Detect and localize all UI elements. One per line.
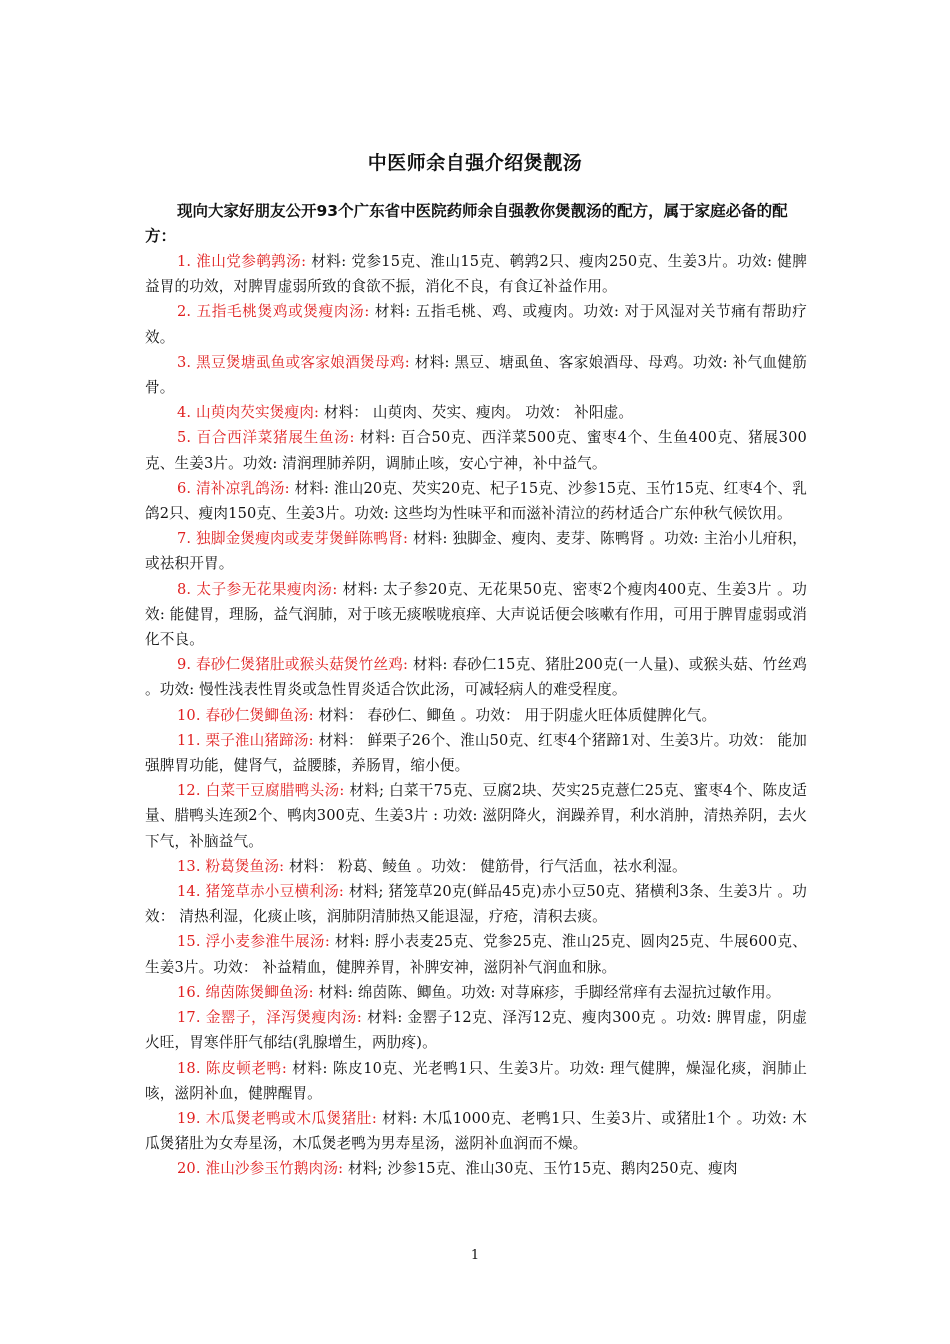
- recipe-entry: [145, 249, 807, 299]
- recipe-entry: [145, 728, 807, 778]
- recipe-description: 材料: 黑豆、塘虱鱼、客家娘酒母、母鸡。功效: 补气血健筋骨。: [145, 353, 807, 397]
- recipe-entry: [145, 980, 807, 1005]
- recipe-entry: [145, 400, 807, 425]
- recipe-name: 12. 白菜干豆腐腊鸭头汤:: [177, 782, 345, 800]
- recipe-list: [145, 249, 807, 1182]
- recipe-description: 材料: 陈皮10克、光老鸭1只、生姜3片。功效: 理气健脾，燥湿化痰，润肺止咳，滋阴补血，健脾醒胃。: [145, 1059, 808, 1102]
- recipe-description: 材料: 党参15克、淮山15克、鹌鹑2只、瘦肉250克、生姜3片。功效: 健脾益胃的功效，对脾胃虚弱所致的食欲不振，消化不良，有食辽补益作用。: [145, 253, 807, 296]
- recipe-entry: [145, 929, 807, 979]
- recipe-name: 15. 浮小麦参淮牛展汤:: [177, 933, 330, 951]
- recipe-description: 材料; 猪笼草20克(鲜品45克)赤小豆50克、猪横利3条、生姜3片 。功效： 清热利湿，化痰止咳，润肺阴清肺热又能退湿，疗疮，清积去痰。: [145, 883, 807, 926]
- recipe-entry: [145, 526, 807, 576]
- recipe-entry: [145, 350, 807, 400]
- recipe-entry: [145, 425, 807, 475]
- recipe-name: 9. 春砂仁煲猪肚或猴头菇煲竹丝鸡:: [177, 656, 409, 674]
- recipe-entry: [145, 879, 807, 929]
- recipe-description: 材料： 山萸肉、芡实、瘦肉。 功效： 补阳虚。: [319, 404, 634, 422]
- recipe-name: 3. 黑豆煲塘虱鱼或客家娘酒煲母鸡:: [177, 353, 410, 371]
- recipe-name: 10. 春砂仁煲鲫鱼汤:: [177, 706, 314, 724]
- document-title: 中医师余自强介绍煲靓汤: [367, 152, 583, 174]
- recipe-name: 20. 淮山沙参玉竹鹅肉汤:: [177, 1160, 344, 1178]
- recipe-description: 材料: 太子参20克、无花果50克、密枣2个瘦肉400克、生姜3片 。功效: 能健胃，理肠，益气润肺，对于咳无痰喉咙痕痒、大声说话便会咳嗽有作用，可用于脾胃虚弱或消化不良。: [145, 580, 807, 649]
- recipe-description: 材料: 独脚金、瘦肉、麦芽、陈鸭肾 。功效: 主治小儿疳积，或祛积开胃。: [145, 530, 807, 573]
- recipe-name: 2. 五指毛桃煲鸡或煲瘦肉汤:: [177, 303, 370, 321]
- recipe-description: 材料: 绵茵陈、鲫鱼。功效: 对荨麻疹，手脚经常痒有去湿抗过敏作用。: [313, 983, 781, 1001]
- recipe-name: 14. 猪笼草赤小豆横利汤:: [177, 883, 344, 901]
- recipe-name: 13. 粉葛煲鱼汤:: [177, 857, 285, 875]
- intro-paragraph: 现向大家好朋友公开93个广东省中医院药师余自强教你煲靓汤的配方，属于家庭必备的配方：: [145, 202, 788, 245]
- recipe-entry: [145, 1056, 807, 1106]
- recipe-description: 材料： 粉葛、鲮鱼 。功效： 健筋骨，行气活血，祛水利湿。: [284, 857, 687, 875]
- recipe-name: 5. 百合西洋菜猪展生鱼汤:: [177, 429, 355, 447]
- recipe-name: 18. 陈皮顿老鸭:: [177, 1059, 287, 1077]
- recipe-name: 4. 山萸肉芡实煲瘦肉:: [177, 404, 320, 422]
- recipe-description: 材料: 脬小表麦25克、党参25克、淮山25克、圆肉25克、牛展600克、生姜3片。功效： 补益精血，健脾养胃，补脾安神，滋阴补气润血和脉。: [145, 933, 807, 976]
- recipe-entry: [145, 1156, 807, 1181]
- recipe-entry: [145, 854, 807, 879]
- recipe-name: 17. 金罂子，泽泻煲瘦肉汤:: [177, 1009, 362, 1027]
- recipe-name: 1. 淮山党参鹌鹑汤:: [177, 253, 307, 270]
- recipe-name: 16. 绵茵陈煲鲫鱼汤:: [177, 983, 314, 1001]
- recipe-entry: [145, 476, 807, 526]
- recipe-name: 6. 清补凉乳鸽汤:: [177, 479, 290, 497]
- recipe-description: 材料: 五指毛桃、鸡、或瘦肉。功效: 对于风湿对关节痛有帮助疗效。: [145, 303, 807, 346]
- recipe-description: 材料; 白菜干75克、豆腐2块、芡实25克薏仁25克、蜜枣4个、陈皮适量、腊鸭头连颈2个、鸭肉300克、生姜3片 : 功效: 滋阴降火，润躁养胃，利水消肿，清热养阴，去火下气，补脑益气。: [145, 782, 807, 850]
- recipe-entry: [145, 652, 807, 702]
- recipe-name: 11. 栗子淮山猪蹄汤:: [177, 731, 314, 749]
- recipe-name: 19. 木瓜煲老鸭或木瓜煲猪肚:: [177, 1109, 377, 1127]
- recipe-entry: [145, 299, 807, 349]
- recipe-name: 7. 独脚金煲瘦肉或麦芽煲鲜陈鸭肾:: [177, 530, 409, 548]
- recipe-description: 材料: 木瓜1000克、老鸭1只、生姜3片、或猪肚1个 。功效: 木瓜煲猪肚为女寿星汤，木瓜煲老鸭为男寿星汤，滋阴补血润而不燥。: [145, 1109, 807, 1153]
- recipe-description: 材料; 沙参15克、淮山30克、玉竹15克、鹅肉250克、瘦肉: [343, 1160, 738, 1178]
- recipe-description: 材料: 金罂子12克、泽泻12克、瘦肉300克 。功效: 脾胃虚，阴虚火旺，胃寒伴肝气郁结(乳腺增生，两肋疼)。: [145, 1009, 807, 1052]
- recipe-entry: [145, 778, 807, 854]
- page-number: 1: [470, 1248, 480, 1263]
- recipe-entry: [145, 703, 807, 728]
- recipe-name: 8. 太子参无花果瘦肉汤:: [177, 580, 338, 598]
- recipe-entry: [145, 1106, 807, 1156]
- recipe-description: 材料： 鲜栗子26个、淮山50克、红枣4个猪蹄1对、生姜3片。功效： 能加强脾胃功能，健肾气，益腰膝，养肠胃，缩小便。: [145, 731, 807, 775]
- recipe-description: 材料： 春砂仁、鲫鱼 。功效： 用于阴虚火旺体质健脾化气。: [313, 706, 717, 724]
- recipe-entry: [145, 577, 807, 653]
- recipe-description: 材料: 淮山20克、芡实20克、杞子15克、沙参15克、玉竹15克、红枣4个、乳鸽2只、瘦肉150克、生姜3片。功效: 这些均为性味平和而滋补清泣的药材适合广东仲秋气候饮用。: [145, 479, 807, 523]
- recipe-description: 材料: 百合50克、西洋菜500克、蜜枣4个、生鱼400克、猪展300克、生姜3片。功效: 清润理肺养阴，调肺止咳，安心宁神，补中益气。: [145, 429, 807, 472]
- recipe-entry: [145, 1005, 807, 1055]
- recipe-description: 材料: 春砂仁15克、猪肚200克(一人量)、或猴头菇、竹丝鸡 。功效: 慢性浅表性胃炎或急性胃炎适合饮此汤，可减轻病人的难受程度。: [145, 656, 807, 699]
